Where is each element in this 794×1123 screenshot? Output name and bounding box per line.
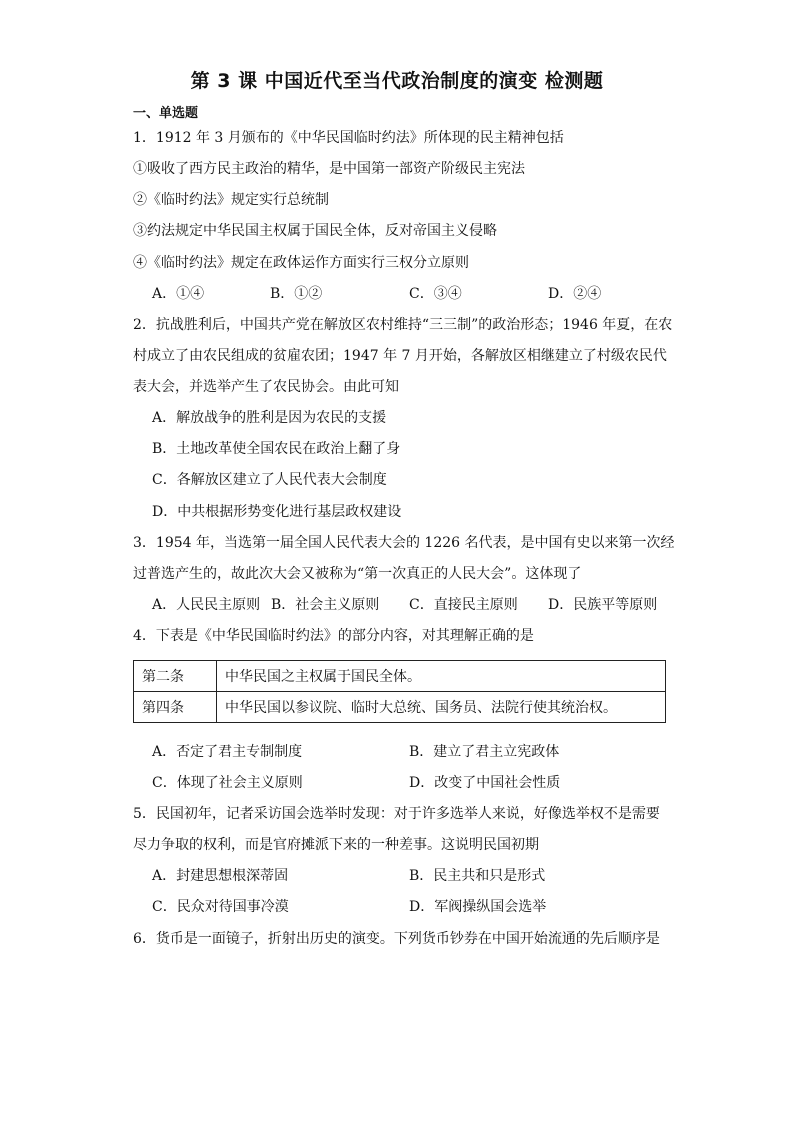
- q5-option-a[interactable]: A．封建思想根深蒂固: [152, 868, 289, 884]
- q4-option-c[interactable]: C．体现了社会主义原则: [152, 775, 303, 791]
- q5-option-d[interactable]: D．军阀操纵国会选举: [409, 899, 547, 915]
- q1-item-2: ②《临时约法》规定实行总统制: [133, 192, 329, 208]
- q3-option-c[interactable]: C．直接民主原则: [409, 597, 518, 613]
- q2-stem-line-3: 表大会，并选举产生了农民协会。由此可知: [133, 379, 399, 395]
- q3-stem-line-2: 过普选产生的，故此次大会又被称为“第一次真正的人民大会”。这体现了: [133, 566, 582, 582]
- q2-option-c[interactable]: C．各解放区建立了人民代表大会制度: [152, 472, 387, 488]
- q6-stem: 6．货币是一面镜子，折射出历史的演变。下列货币钞券在中国开始流通的先后顺序是: [133, 931, 660, 947]
- q4-option-d[interactable]: D．改变了中国社会性质: [409, 775, 561, 791]
- table-row: [134, 692, 666, 723]
- q5-stem-line-2: 尽力争取的权利，而是官府摊派下来的一种差事。这说明民国初期: [133, 837, 539, 853]
- q1-item-1: ①吸收了西方民主政治的精华，是中国第一部资产阶级民主宪法: [133, 161, 525, 177]
- table-cell-content: 中华民国之主权属于国民全体。: [217, 661, 666, 692]
- q1-stem: 1．1912 年 3 月颁布的《中华民国临时约法》所体现的民主精神包括: [133, 130, 564, 146]
- q1-item-3: ③约法规定中华民国主权属于国民全体，反对帝国主义侵略: [133, 223, 497, 239]
- q5-option-c[interactable]: C．民众对待国事冷漠: [152, 899, 289, 915]
- q1-option-c[interactable]: C．③④: [409, 286, 462, 302]
- table-cell-article: 第二条: [134, 661, 217, 692]
- q4-stem: 4．下表是《中华民国临时约法》的部分内容，对其理解正确的是: [133, 628, 534, 644]
- q4-option-a[interactable]: A．否定了君主专制制度: [152, 744, 303, 760]
- q2-option-b[interactable]: B．土地改革使全国农民在政治上翻了身: [152, 441, 401, 457]
- q1-item-4: ④《临时约法》规定在政体运作方面实行三权分立原则: [133, 255, 469, 271]
- table-row: [134, 661, 666, 692]
- q3-option-b[interactable]: B．社会主义原则: [271, 597, 380, 613]
- q2-stem-line-1: 2．抗战胜利后，中国共产党在解放区农村维持“三三制”的政治形态；1946 年夏，在农: [133, 317, 673, 333]
- q1-option-d[interactable]: D．②④: [548, 286, 602, 302]
- section-heading: 一、单选题: [133, 106, 199, 121]
- q3-option-d[interactable]: D．民族平等原则: [548, 597, 658, 613]
- q3-option-a[interactable]: A．人民民主原则: [152, 597, 261, 613]
- table-cell-article: 第四条: [134, 692, 217, 723]
- q5-option-b[interactable]: B．民主共和只是形式: [409, 868, 546, 884]
- q4-option-b[interactable]: B．建立了君主立宪政体: [409, 744, 560, 760]
- page-title: 第 3 课 中国近代至当代政治制度的演变 检测题: [190, 70, 604, 92]
- q1-option-b[interactable]: B．①②: [270, 286, 323, 302]
- table-cell-content: 中华民国以参议院、临时大总统、国务员、法院行使其统治权。: [217, 692, 666, 723]
- q2-option-d[interactable]: D．中共根据形势变化进行基层政权建设: [152, 504, 402, 520]
- q3-stem-line-1: 3．1954 年，当选第一届全国人民代表大会的 1226 名代表，是中国有史以来第一次经: [133, 535, 675, 551]
- q5-stem-line-1: 5．民国初年，记者采访国会选举时发现：对于许多选举人来说，好像选举权不是需要: [133, 806, 660, 822]
- q1-option-a[interactable]: A．①④: [152, 286, 205, 302]
- q2-stem-line-2: 村成立了由农民组成的贫雇农团；1947 年 7 月开始，各解放区相继建立了村级农民代: [133, 348, 667, 364]
- q4-table: [133, 660, 666, 723]
- q2-option-a[interactable]: A．解放战争的胜利是因为农民的支援: [152, 410, 387, 426]
